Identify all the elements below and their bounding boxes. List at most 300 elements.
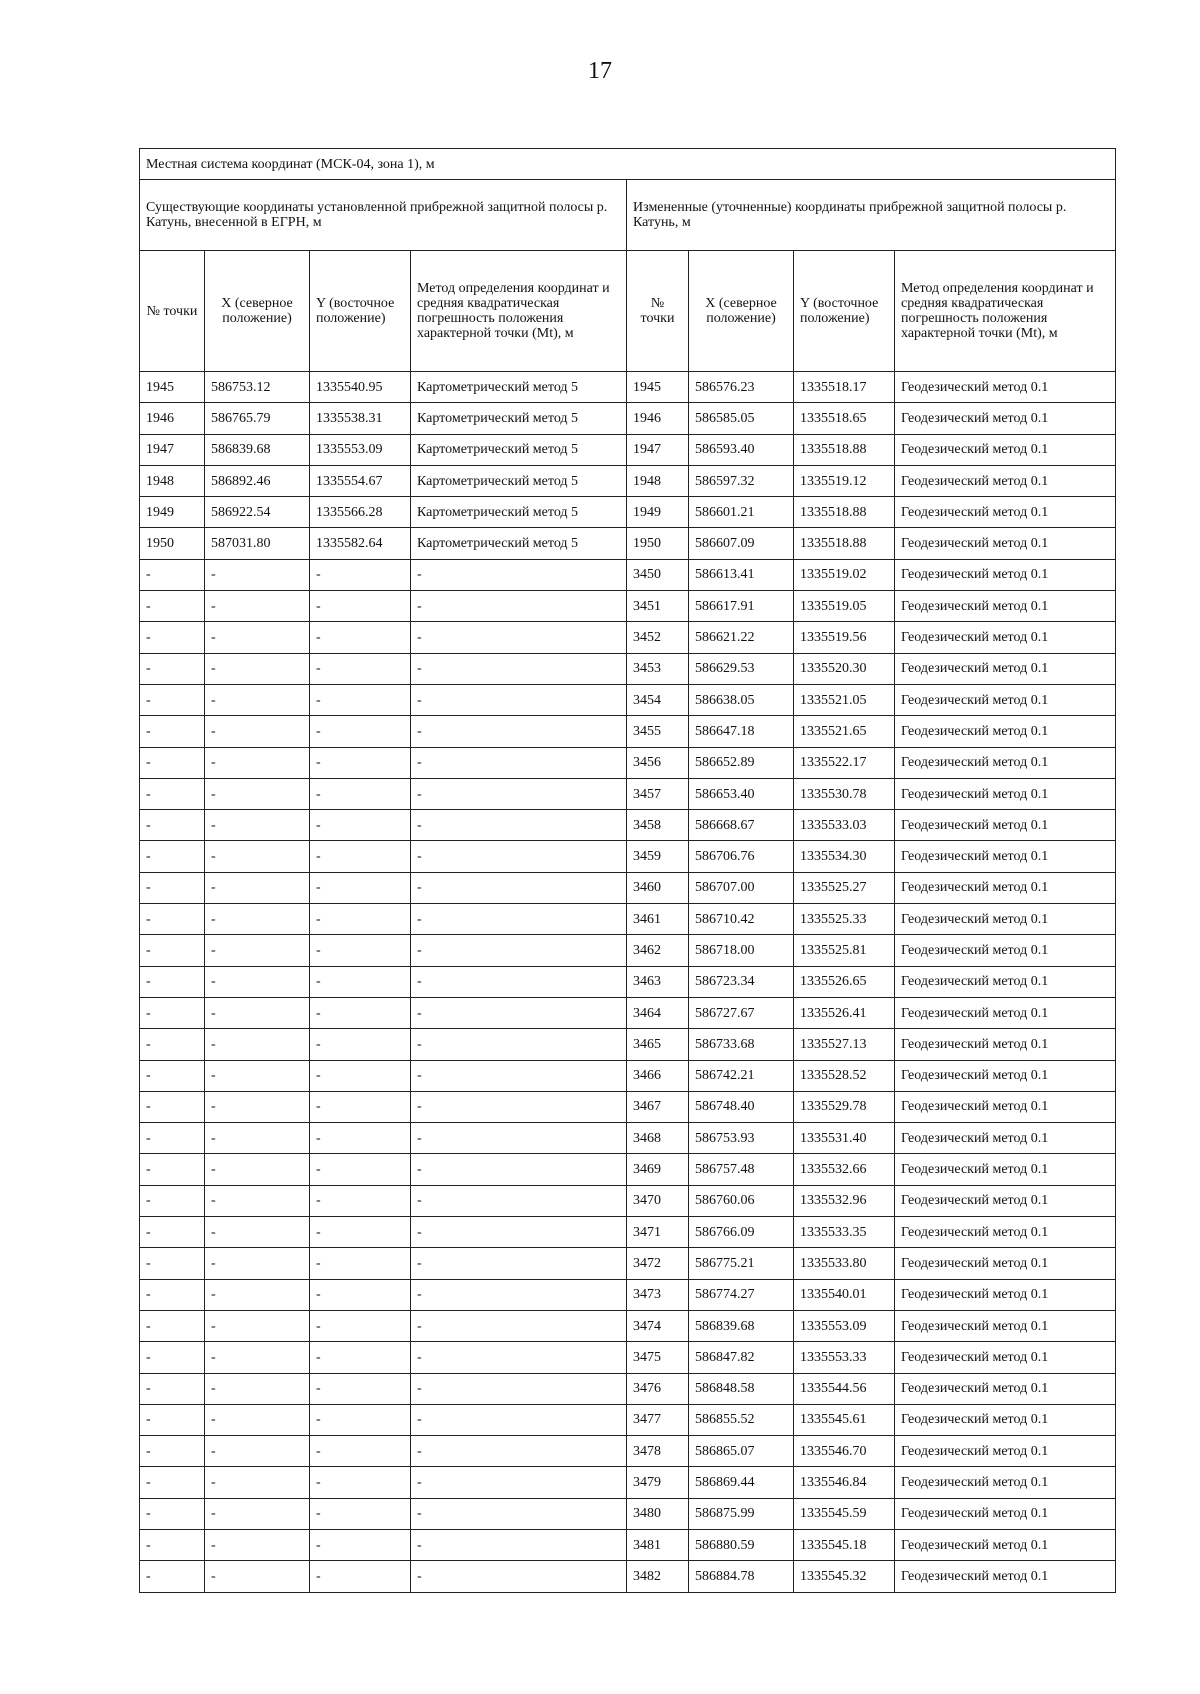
column-header-row <box>140 251 1116 372</box>
changed-method: Геодезический метод 0.1 <box>895 1373 1116 1404</box>
existing-x: - <box>205 1217 310 1248</box>
changed-x: 586617.91 <box>689 591 794 622</box>
changed-x: 586706.76 <box>689 841 794 872</box>
changed-point-num: 3474 <box>627 1310 689 1341</box>
existing-y: - <box>310 1154 411 1185</box>
changed-y: 1335532.66 <box>794 1154 895 1185</box>
existing-method: - <box>411 1123 627 1154</box>
changed-y: 1335545.59 <box>794 1498 895 1529</box>
changed-point-num: 3465 <box>627 1029 689 1060</box>
changed-point-num: 1947 <box>627 434 689 465</box>
changed-point-num: 3459 <box>627 841 689 872</box>
table-row <box>140 434 1116 465</box>
existing-x: - <box>205 716 310 747</box>
existing-method: Картометрический метод 5 <box>411 434 627 465</box>
changed-x: 586653.40 <box>689 778 794 809</box>
existing-y: - <box>310 1060 411 1091</box>
changed-method: Геодезический метод 0.1 <box>895 966 1116 997</box>
changed-method: Геодезический метод 0.1 <box>895 591 1116 622</box>
changed-method: Геодезический метод 0.1 <box>895 997 1116 1028</box>
existing-point-num: - <box>140 904 205 935</box>
changed-point-num: 3481 <box>627 1529 689 1560</box>
existing-y: - <box>310 591 411 622</box>
changed-y: 1335519.02 <box>794 559 895 590</box>
existing-x: - <box>205 1561 310 1592</box>
changed-x: 586585.05 <box>689 403 794 434</box>
table-row <box>140 1467 1116 1498</box>
changed-method: Геодезический метод 0.1 <box>895 1123 1116 1154</box>
changed-method: Геодезический метод 0.1 <box>895 622 1116 653</box>
table-row <box>140 716 1116 747</box>
table-row <box>140 1498 1116 1529</box>
table-row <box>140 872 1116 903</box>
existing-method: - <box>411 716 627 747</box>
existing-method: - <box>411 559 627 590</box>
existing-point-num: - <box>140 1217 205 1248</box>
existing-point-num: - <box>140 1029 205 1060</box>
changed-x: 586710.42 <box>689 904 794 935</box>
changed-method: Геодезический метод 0.1 <box>895 497 1116 528</box>
changed-y: 1335520.30 <box>794 653 895 684</box>
existing-method: - <box>411 966 627 997</box>
changed-x: 586865.07 <box>689 1436 794 1467</box>
changed-method: Геодезический метод 0.1 <box>895 434 1116 465</box>
existing-y: - <box>310 1561 411 1592</box>
table-row <box>140 1561 1116 1592</box>
changed-x: 586638.05 <box>689 684 794 715</box>
existing-x: 586922.54 <box>205 497 310 528</box>
changed-y: 1335518.88 <box>794 434 895 465</box>
existing-method: - <box>411 904 627 935</box>
existing-y: - <box>310 747 411 778</box>
existing-y: - <box>310 872 411 903</box>
changed-y: 1335534.30 <box>794 841 895 872</box>
changed-x: 586748.40 <box>689 1091 794 1122</box>
changed-method: Геодезический метод 0.1 <box>895 372 1116 403</box>
existing-method: - <box>411 872 627 903</box>
changed-y: 1335546.84 <box>794 1467 895 1498</box>
existing-point-num: - <box>140 1498 205 1529</box>
existing-x: - <box>205 904 310 935</box>
existing-y: - <box>310 1091 411 1122</box>
changed-y: 1335528.52 <box>794 1060 895 1091</box>
existing-x: - <box>205 559 310 590</box>
existing-point-num: - <box>140 1154 205 1185</box>
existing-method: Картометрический метод 5 <box>411 528 627 559</box>
existing-x: - <box>205 653 310 684</box>
changed-point-num: 3453 <box>627 653 689 684</box>
changed-x: 586727.67 <box>689 997 794 1028</box>
changed-point-num: 3455 <box>627 716 689 747</box>
changed-method: Геодезический метод 0.1 <box>895 778 1116 809</box>
changed-x: 586847.82 <box>689 1342 794 1373</box>
changed-method: Геодезический метод 0.1 <box>895 1185 1116 1216</box>
existing-method: - <box>411 1561 627 1592</box>
existing-y: - <box>310 1529 411 1560</box>
existing-method: - <box>411 1467 627 1498</box>
existing-method: - <box>411 1060 627 1091</box>
col-header-existing-x: X (северное положение) <box>205 251 310 372</box>
changed-y: 1335525.81 <box>794 935 895 966</box>
changed-point-num: 3461 <box>627 904 689 935</box>
col-header-changed-x: X (северное положение) <box>689 251 794 372</box>
changed-y: 1335530.78 <box>794 778 895 809</box>
table-row <box>140 1029 1116 1060</box>
existing-method: - <box>411 997 627 1028</box>
changed-point-num: 3451 <box>627 591 689 622</box>
changed-method: Геодезический метод 0.1 <box>895 684 1116 715</box>
existing-y: - <box>310 1404 411 1435</box>
changed-y: 1335533.03 <box>794 810 895 841</box>
existing-x: - <box>205 1185 310 1216</box>
system-row <box>140 149 1116 180</box>
changed-y: 1335526.41 <box>794 997 895 1028</box>
existing-x: - <box>205 1342 310 1373</box>
changed-y: 1335519.56 <box>794 622 895 653</box>
table-row <box>140 1091 1116 1122</box>
existing-x: - <box>205 1310 310 1341</box>
existing-y: - <box>310 966 411 997</box>
existing-method: - <box>411 622 627 653</box>
col-header-existing-y: Y (восточное положение) <box>310 251 411 372</box>
changed-y: 1335525.33 <box>794 904 895 935</box>
existing-point-num: - <box>140 684 205 715</box>
changed-method: Геодезический метод 0.1 <box>895 904 1116 935</box>
existing-point-num: - <box>140 747 205 778</box>
changed-method: Геодезический метод 0.1 <box>895 1342 1116 1373</box>
changed-x: 586775.21 <box>689 1248 794 1279</box>
changed-method: Геодезический метод 0.1 <box>895 465 1116 496</box>
changed-x: 586869.44 <box>689 1467 794 1498</box>
existing-y: - <box>310 997 411 1028</box>
changed-x: 586718.00 <box>689 935 794 966</box>
existing-point-num: - <box>140 1060 205 1091</box>
changed-x: 586766.09 <box>689 1217 794 1248</box>
changed-method: Геодезический метод 0.1 <box>895 1154 1116 1185</box>
existing-point-num: - <box>140 1310 205 1341</box>
changed-point-num: 3472 <box>627 1248 689 1279</box>
existing-point-num: - <box>140 841 205 872</box>
changed-method: Геодезический метод 0.1 <box>895 1091 1116 1122</box>
existing-method: - <box>411 684 627 715</box>
existing-y: - <box>310 810 411 841</box>
table-row <box>140 622 1116 653</box>
table-row <box>140 528 1116 559</box>
existing-y: 1335554.67 <box>310 465 411 496</box>
changed-method: Геодезический метод 0.1 <box>895 810 1116 841</box>
existing-y: 1335540.95 <box>310 372 411 403</box>
existing-y: - <box>310 1310 411 1341</box>
changed-method: Геодезический метод 0.1 <box>895 1529 1116 1560</box>
changed-method: Геодезический метод 0.1 <box>895 1248 1116 1279</box>
table-row <box>140 747 1116 778</box>
table-row <box>140 1342 1116 1373</box>
existing-method: Картометрический метод 5 <box>411 372 627 403</box>
changed-point-num: 3452 <box>627 622 689 653</box>
table-row <box>140 1279 1116 1310</box>
changed-point-num: 3478 <box>627 1436 689 1467</box>
existing-method: - <box>411 935 627 966</box>
existing-point-num: - <box>140 966 205 997</box>
table-row <box>140 591 1116 622</box>
existing-method: - <box>411 1404 627 1435</box>
changed-method: Геодезический метод 0.1 <box>895 1060 1116 1091</box>
changed-point-num: 3464 <box>627 997 689 1028</box>
changed-x: 586774.27 <box>689 1279 794 1310</box>
changed-x: 586839.68 <box>689 1310 794 1341</box>
changed-method: Геодезический метод 0.1 <box>895 747 1116 778</box>
changed-y: 1335521.65 <box>794 716 895 747</box>
changed-point-num: 3454 <box>627 684 689 715</box>
changed-x: 586760.06 <box>689 1185 794 1216</box>
changed-x: 586652.89 <box>689 747 794 778</box>
table-row <box>140 966 1116 997</box>
changed-point-num: 3456 <box>627 747 689 778</box>
existing-point-num: - <box>140 559 205 590</box>
changed-point-num: 3463 <box>627 966 689 997</box>
existing-point-num: 1946 <box>140 403 205 434</box>
changed-point-num: 3475 <box>627 1342 689 1373</box>
existing-x: 586765.79 <box>205 403 310 434</box>
existing-y: 1335582.64 <box>310 528 411 559</box>
table-row <box>140 1217 1116 1248</box>
existing-x: - <box>205 935 310 966</box>
existing-point-num: 1949 <box>140 497 205 528</box>
changed-y: 1335545.32 <box>794 1561 895 1592</box>
col-header-existing-method: Метод определения координат и средняя квадратическая погрешность положения характерной точки (Mt), м <box>411 251 627 372</box>
table-row <box>140 1060 1116 1091</box>
existing-y: 1335553.09 <box>310 434 411 465</box>
existing-point-num: - <box>140 1091 205 1122</box>
changed-point-num: 3479 <box>627 1467 689 1498</box>
changed-method: Геодезический метод 0.1 <box>895 1029 1116 1060</box>
existing-method: - <box>411 1436 627 1467</box>
table-row <box>140 403 1116 434</box>
changed-point-num: 1949 <box>627 497 689 528</box>
changed-y: 1335518.88 <box>794 528 895 559</box>
changed-y: 1335519.05 <box>794 591 895 622</box>
changed-method: Геодезический метод 0.1 <box>895 1279 1116 1310</box>
changed-method: Геодезический метод 0.1 <box>895 1467 1116 1498</box>
table-row <box>140 1529 1116 1560</box>
changed-y: 1335532.96 <box>794 1185 895 1216</box>
existing-y: - <box>310 1373 411 1404</box>
changed-method: Геодезический метод 0.1 <box>895 841 1116 872</box>
changed-method: Геодезический метод 0.1 <box>895 935 1116 966</box>
changed-point-num: 3471 <box>627 1217 689 1248</box>
changed-point-num: 3450 <box>627 559 689 590</box>
existing-point-num: - <box>140 653 205 684</box>
existing-x: 586753.12 <box>205 372 310 403</box>
changed-method: Геодезический метод 0.1 <box>895 1217 1116 1248</box>
table-row <box>140 778 1116 809</box>
existing-point-num: - <box>140 591 205 622</box>
changed-method: Геодезический метод 0.1 <box>895 653 1116 684</box>
changed-x: 586593.40 <box>689 434 794 465</box>
changed-x: 586607.09 <box>689 528 794 559</box>
existing-x: - <box>205 622 310 653</box>
existing-method: Картометрический метод 5 <box>411 403 627 434</box>
col-header-changed-y: Y (восточное положение) <box>794 251 895 372</box>
existing-y: 1335566.28 <box>310 497 411 528</box>
table-row <box>140 841 1116 872</box>
coordinate-system-title: Местная система координат (МСК-04, зона 1), м <box>140 149 1116 180</box>
changed-y: 1335518.65 <box>794 403 895 434</box>
changed-point-num: 3457 <box>627 778 689 809</box>
existing-point-num: - <box>140 810 205 841</box>
existing-point-num: - <box>140 1436 205 1467</box>
existing-method: - <box>411 841 627 872</box>
changed-method: Геодезический метод 0.1 <box>895 1310 1116 1341</box>
existing-point-num: - <box>140 1248 205 1279</box>
changed-x: 586753.93 <box>689 1123 794 1154</box>
existing-point-num: - <box>140 1561 205 1592</box>
changed-x: 586855.52 <box>689 1404 794 1435</box>
changed-y: 1335519.12 <box>794 465 895 496</box>
changed-point-num: 3466 <box>627 1060 689 1091</box>
existing-y: - <box>310 1185 411 1216</box>
changed-point-num: 3470 <box>627 1185 689 1216</box>
table-row <box>140 1123 1116 1154</box>
changed-y: 1335527.13 <box>794 1029 895 1060</box>
existing-method: - <box>411 1279 627 1310</box>
changed-x: 586875.99 <box>689 1498 794 1529</box>
existing-point-num: 1950 <box>140 528 205 559</box>
changed-point-num: 1946 <box>627 403 689 434</box>
table-row <box>140 1404 1116 1435</box>
existing-y: - <box>310 1279 411 1310</box>
changed-y: 1335553.09 <box>794 1310 895 1341</box>
changed-y: 1335544.56 <box>794 1373 895 1404</box>
changed-x: 586621.22 <box>689 622 794 653</box>
changed-point-num: 1948 <box>627 465 689 496</box>
changed-method: Геодезический метод 0.1 <box>895 528 1116 559</box>
existing-x: - <box>205 997 310 1028</box>
changed-x: 586668.67 <box>689 810 794 841</box>
existing-x: - <box>205 1248 310 1279</box>
table-row <box>140 997 1116 1028</box>
existing-x: - <box>205 1436 310 1467</box>
changed-point-num: 1945 <box>627 372 689 403</box>
existing-x: - <box>205 841 310 872</box>
existing-x: - <box>205 1404 310 1435</box>
changed-y: 1335529.78 <box>794 1091 895 1122</box>
table-row <box>140 810 1116 841</box>
existing-x: - <box>205 872 310 903</box>
changed-method: Геодезический метод 0.1 <box>895 403 1116 434</box>
existing-x: - <box>205 747 310 778</box>
changed-method: Геодезический метод 0.1 <box>895 1436 1116 1467</box>
col-header-changed-method: Метод определения координат и средняя квадратическая погрешность положения характерной точки (Mt), м <box>895 251 1116 372</box>
existing-x: - <box>205 591 310 622</box>
table-row <box>140 904 1116 935</box>
table-row <box>140 1436 1116 1467</box>
changed-point-num: 3468 <box>627 1123 689 1154</box>
changed-x: 586742.21 <box>689 1060 794 1091</box>
existing-x: - <box>205 1529 310 1560</box>
changed-method: Геодезический метод 0.1 <box>895 559 1116 590</box>
existing-y: - <box>310 1217 411 1248</box>
existing-point-num: - <box>140 1342 205 1373</box>
changed-y: 1335521.05 <box>794 684 895 715</box>
changed-point-num: 3477 <box>627 1404 689 1435</box>
existing-y: - <box>310 1498 411 1529</box>
existing-x: - <box>205 1060 310 1091</box>
changed-point-num: 1950 <box>627 528 689 559</box>
existing-method: Картометрический метод 5 <box>411 465 627 496</box>
table-row <box>140 684 1116 715</box>
changed-y: 1335518.17 <box>794 372 895 403</box>
col-header-existing-num: № точки <box>140 251 205 372</box>
changed-y: 1335533.35 <box>794 1217 895 1248</box>
existing-x: - <box>205 1123 310 1154</box>
section-header-row <box>140 180 1116 251</box>
existing-y: - <box>310 559 411 590</box>
table-row <box>140 653 1116 684</box>
changed-x: 586613.41 <box>689 559 794 590</box>
changed-method: Геодезический метод 0.1 <box>895 872 1116 903</box>
existing-method: - <box>411 1029 627 1060</box>
existing-y: 1335538.31 <box>310 403 411 434</box>
changed-point-num: 3482 <box>627 1561 689 1592</box>
existing-method: - <box>411 1498 627 1529</box>
table-row <box>140 559 1116 590</box>
changed-x: 586629.53 <box>689 653 794 684</box>
changed-x: 586733.68 <box>689 1029 794 1060</box>
existing-method: - <box>411 591 627 622</box>
existing-x: - <box>205 684 310 715</box>
table-row <box>140 1248 1116 1279</box>
table-row <box>140 935 1116 966</box>
existing-method: - <box>411 747 627 778</box>
existing-x: 586839.68 <box>205 434 310 465</box>
table-row <box>140 372 1116 403</box>
table-row <box>140 497 1116 528</box>
changed-point-num: 3462 <box>627 935 689 966</box>
page-number: 17 <box>588 58 612 84</box>
existing-method: - <box>411 1529 627 1560</box>
existing-method: - <box>411 1217 627 1248</box>
existing-y: - <box>310 716 411 747</box>
changed-x: 586723.34 <box>689 966 794 997</box>
existing-x: - <box>205 1091 310 1122</box>
existing-x: - <box>205 966 310 997</box>
changed-point-num: 3476 <box>627 1373 689 1404</box>
existing-method: - <box>411 778 627 809</box>
existing-y: - <box>310 935 411 966</box>
existing-point-num: - <box>140 1123 205 1154</box>
changed-x: 586848.58 <box>689 1373 794 1404</box>
changed-y: 1335553.33 <box>794 1342 895 1373</box>
changed-y: 1335531.40 <box>794 1123 895 1154</box>
existing-x: - <box>205 1029 310 1060</box>
changed-y: 1335526.65 <box>794 966 895 997</box>
changed-point-num: 3458 <box>627 810 689 841</box>
existing-point-num: - <box>140 716 205 747</box>
changed-point-num: 3467 <box>627 1091 689 1122</box>
changed-y: 1335518.88 <box>794 497 895 528</box>
changed-y: 1335545.61 <box>794 1404 895 1435</box>
existing-point-num: - <box>140 872 205 903</box>
existing-x: - <box>205 778 310 809</box>
changed-y: 1335546.70 <box>794 1436 895 1467</box>
existing-x: - <box>205 1498 310 1529</box>
existing-y: - <box>310 778 411 809</box>
col-header-changed-num: № точки <box>627 251 689 372</box>
existing-method: - <box>411 1342 627 1373</box>
existing-y: - <box>310 1436 411 1467</box>
table-row <box>140 465 1116 496</box>
